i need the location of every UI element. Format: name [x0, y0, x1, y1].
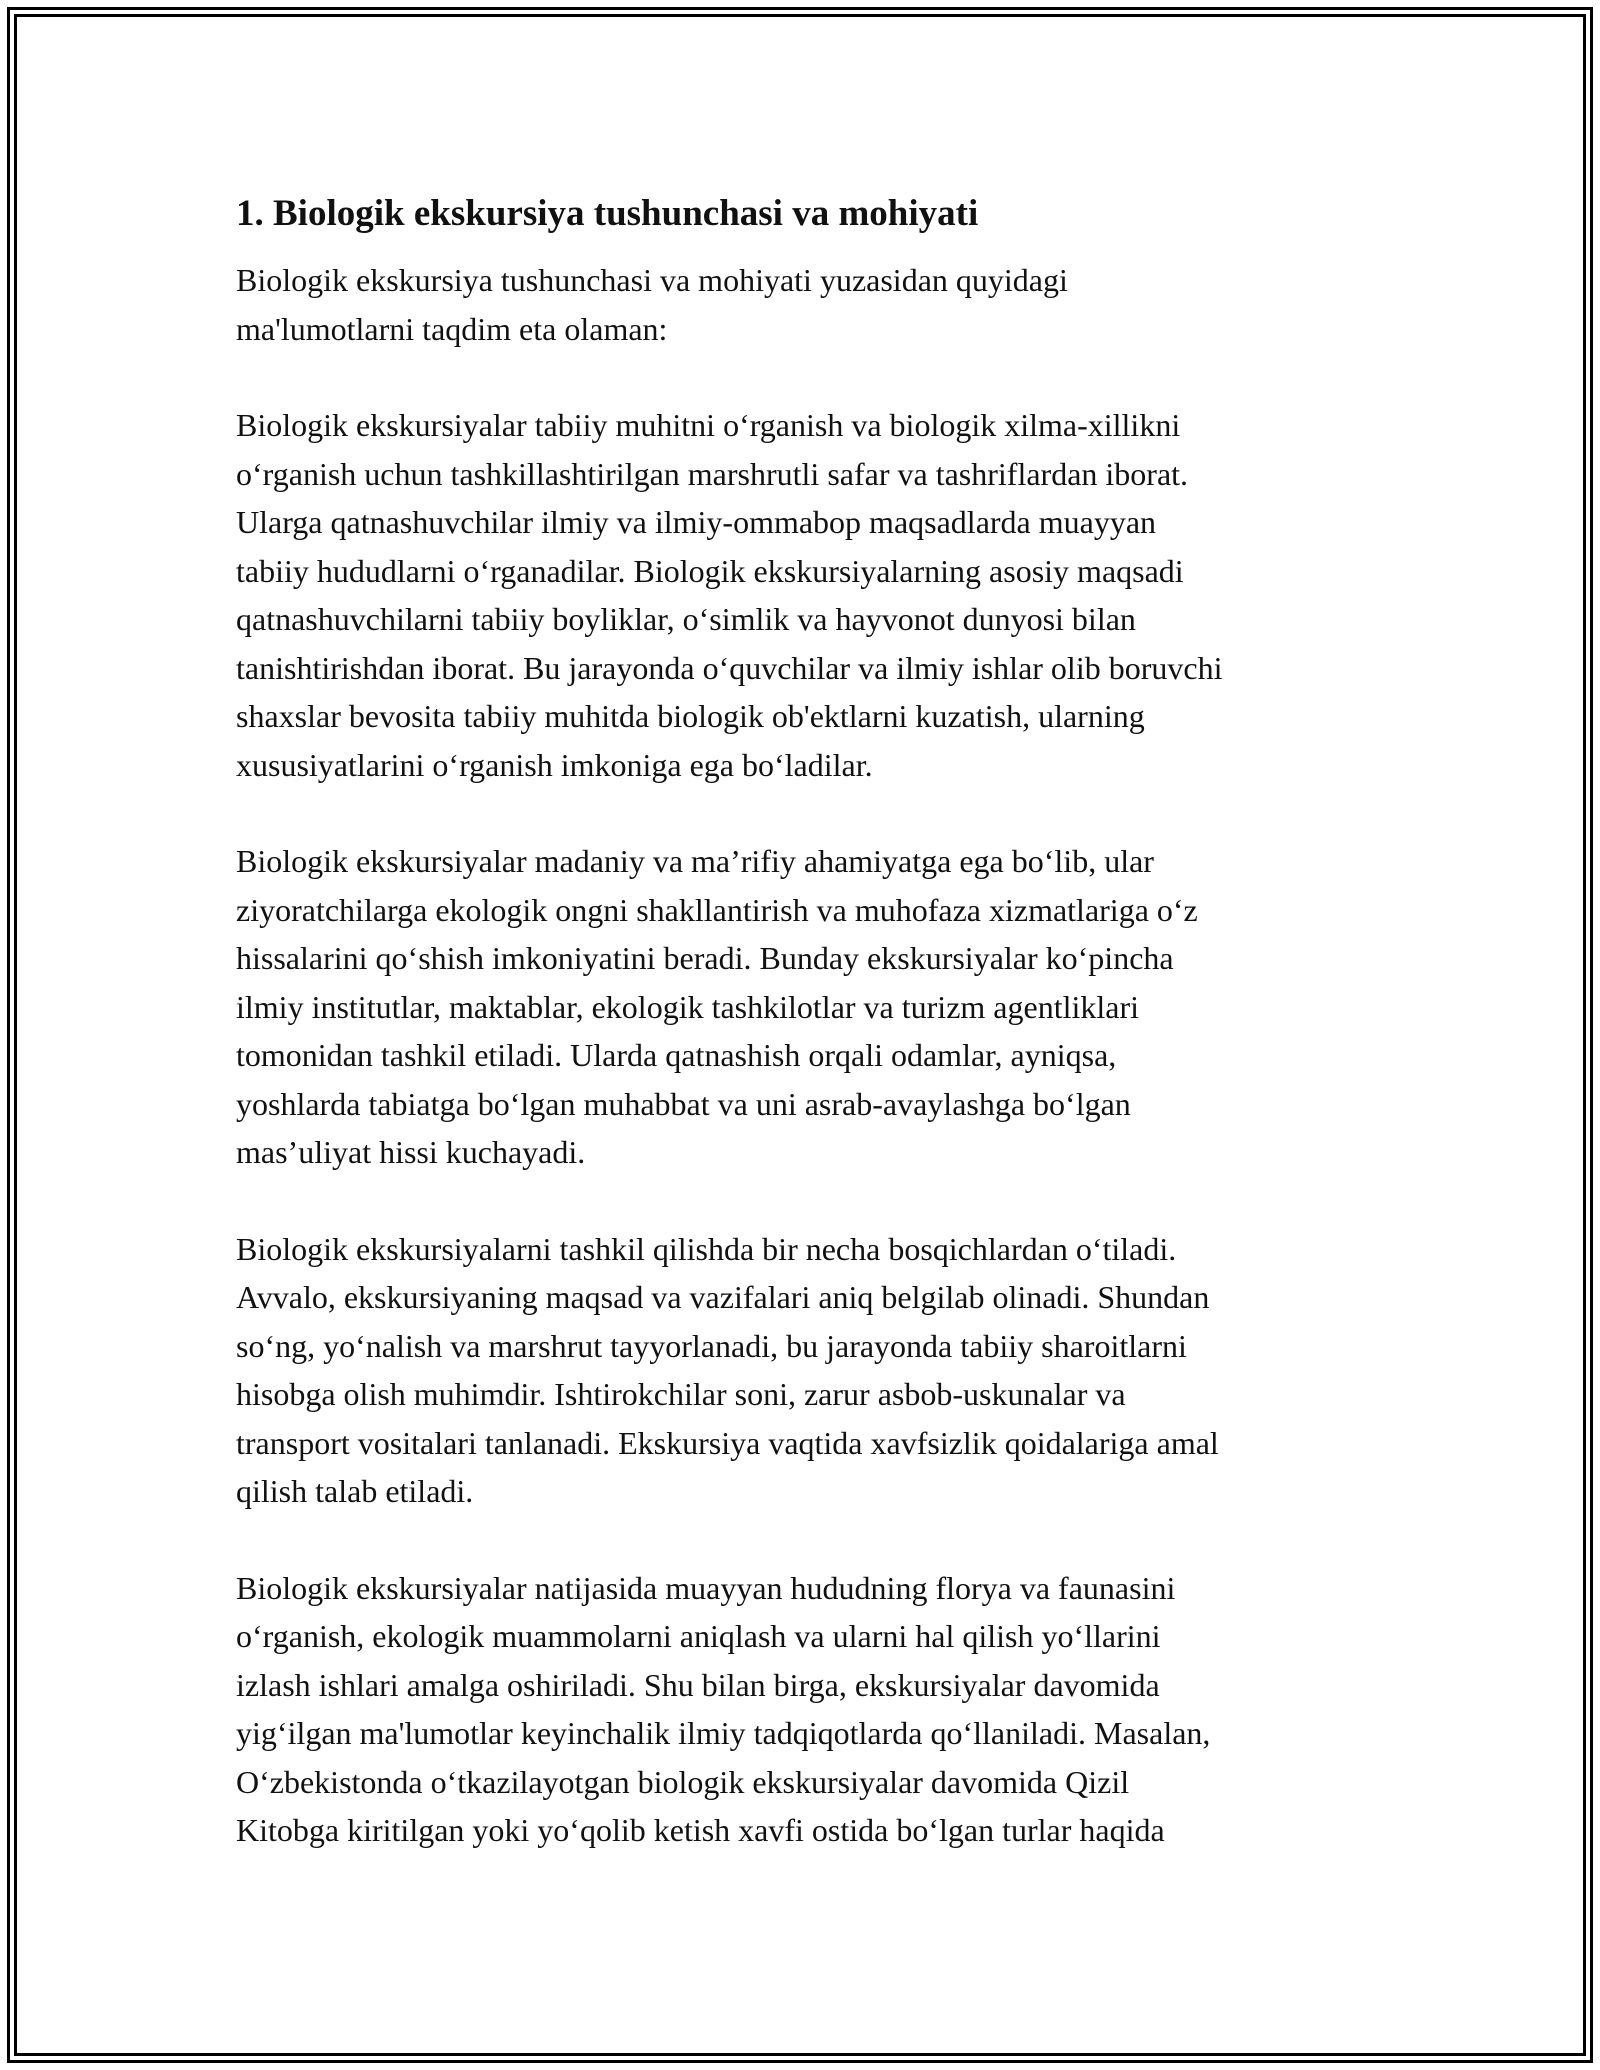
paragraph-results: Biologik ekskursiyalar natijasida muayyan hududning florya va faunasini o‘rganish, ekologik muammolarni aniqlash va ularni hal qilish yo‘llarini izlash ishlari amalga oshiriladi. Shu bilan birga, ekskursiyalar davomida yig‘ilgan ma'lumotlar keyinchalik ilmiy tadqiqotlarda qo‘llaniladi. Masalan, O‘zbekistonda o‘tkazilayotgan biologik ekskursiyalar davomida Qizil Kitobga kiritilgan yoki yo‘qolib ketish xavfi ostida bo‘lgan turlar haqida	[236, 1569, 1211, 1848]
document-body	[236, 188, 1376, 1903]
section-heading: 1. Biologik ekskursiya tushunchasi va mohiyati	[236, 193, 979, 234]
paragraph-organization-stages: Biologik ekskursiyalarni tashkil qilishda bir necha bosqichlardan o‘tiladi. Avvalo, ekskursiyaning maqsad va vazifalari aniq belgilab olinadi. Shundan so‘ng, yo‘nalish va marshrut tayyorlanadi, bu jarayonda tabiiy sharoitlarni hisobga olish muhimdir. Ishtirokchilar soni, zarur asbob-uskunalar va transport vositalari tanlanadi. Ekskursiya vaqtida xavfsizlik qoidalariga amal qilish talab etiladi.	[236, 1230, 1219, 1509]
paragraph-intro: Biologik ekskursiya tushunchasi va mohiyati yuzasidan quyidagi ma'lumotlarni taqdim eta olaman:	[236, 262, 1068, 347]
paragraph-definition: Biologik ekskursiyalar tabiiy muhitni o‘rganish va biologik xilma-xillikni o‘rganish uchun tashkillashtirilgan marshrutli safar va tashriflardan iborat. Ularga qatnashuvchilar ilmiy va ilmiy-ommabop maqsadlarda muayyan tabiiy hududlarni o‘rganadilar. Biologik ekskursiyalarning asosiy maqsadi qatnashuvchilarni tabiiy boyliklar, o‘simlik va hayvonot dunyosi bilan tanishtirishdan iborat. Bu jarayonda o‘quvchilar va ilmiy ishlar olib boruvchi shaxslar bevosita tabiiy muhitda biologik ob'ektlarni kuzatish, ularning xususiyatlarini o‘rganish imkoniga ega bo‘ladilar.	[236, 407, 1223, 783]
paragraph-cultural-significance: Biologik ekskursiyalar madaniy va ma’rifiy ahamiyatga ega bo‘lib, ular ziyoratchilarga ekologik ongni shakllantirish va muhofaza xizmatlariga o‘z hissalarini qo‘shish imkoniyatini beradi. Bunday ekskursiyalar ko‘pincha ilmiy institutlar, maktablar, ekologik tashkilotlar va turizm agentliklari tomonidan tashkil etiladi. Ularda qatnashish orqali odamlar, ayniqsa, yoshlarda tabiatga bo‘lgan muhabbat va uni asrab-avaylashga bo‘lgan mas’uliyat hissi kuchayadi.	[236, 843, 1198, 1170]
